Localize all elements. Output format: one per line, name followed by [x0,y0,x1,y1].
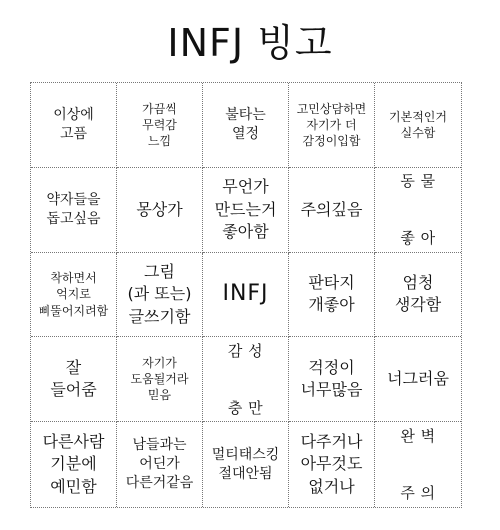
bingo-cell[interactable] [117,422,203,507]
bingo-cell[interactable] [203,337,289,422]
bingo-cell[interactable] [31,337,117,422]
bingo-cell-label: 감 성 충 만 [227,341,264,417]
bingo-cell[interactable] [289,337,375,422]
bingo-cell-label: 다른사람 기분에 예민함 [42,432,105,496]
bingo-cell[interactable] [203,168,289,253]
bingo-cell-label: 몽상가 [136,199,183,219]
bingo-cell[interactable] [31,83,117,168]
bingo-cell[interactable] [289,253,375,338]
bingo-board [30,82,462,508]
bingo-cell[interactable] [203,422,289,507]
bingo-cell-label: 기본적인거 실수함 [389,109,447,140]
bingo-cell[interactable] [375,253,461,338]
bingo-cell-label: 자기가 도움될거라 믿음 [130,356,189,403]
bingo-cell-label: 약자들을 돕고싶음 [46,191,101,227]
bingo-cell-label: 무언가 만드는거 좋아함 [214,177,277,241]
bingo-cell[interactable] [289,422,375,507]
bingo-cell-label: 불타는 열정 [225,107,266,142]
bingo-cell-label: 고민상담하면 자기가 더 감정이입함 [296,101,367,148]
bingo-cell-label: 걱정이 너무많음 [300,357,363,400]
bingo-cell-label: 동 물 좋 아 [400,171,436,247]
bingo-cell-label: 다주거나 아무것도 없거나 [300,432,363,496]
bingo-cell-label: 착하면서 억지로 삐뚤어지려함 [38,271,109,318]
bingo-cell-label: 판타지 개좋아 [308,273,355,315]
bingo-cell[interactable] [117,168,203,253]
bingo-cell[interactable] [375,83,461,168]
bingo-cell-label: 너그러움 [387,369,449,389]
bingo-cell[interactable] [117,253,203,338]
bingo-cell-label: INFJ [222,281,269,307]
bingo-cell[interactable] [375,422,461,507]
bingo-cell-label: 가끔씩 무력감 느낌 [142,101,177,148]
bingo-cell[interactable] [31,253,117,338]
bingo-cell[interactable] [375,337,461,422]
bingo-cell-label: 완 벽 주 의 [400,426,436,502]
bingo-cell-label: 잘 들어줌 [50,357,97,400]
bingo-cell-label: 엄청 생각함 [394,273,442,315]
bingo-cell[interactable] [31,168,117,253]
bingo-cell[interactable] [117,337,203,422]
bingo-cell[interactable] [117,83,203,168]
page-title: INFJ 빙고 [167,21,333,65]
bingo-cell[interactable] [375,168,461,253]
bingo-cell[interactable] [289,168,375,253]
bingo-cell-label: 남들과는 어딘가 다른거같음 [125,437,194,492]
bingo-cell-label: 멀티태스킹 절대안됨 [211,446,280,482]
bingo-cell-label: 그림 (과 또는) 글쓰기함 [127,261,192,326]
bingo-cell-center[interactable] [203,253,289,338]
bingo-cell[interactable] [203,83,289,168]
bingo-cell-label: 주의깊음 [300,199,363,219]
bingo-cell[interactable] [289,83,375,168]
bingo-cell-label: 이상에 고픔 [53,107,94,142]
bingo-cell[interactable] [31,422,117,507]
